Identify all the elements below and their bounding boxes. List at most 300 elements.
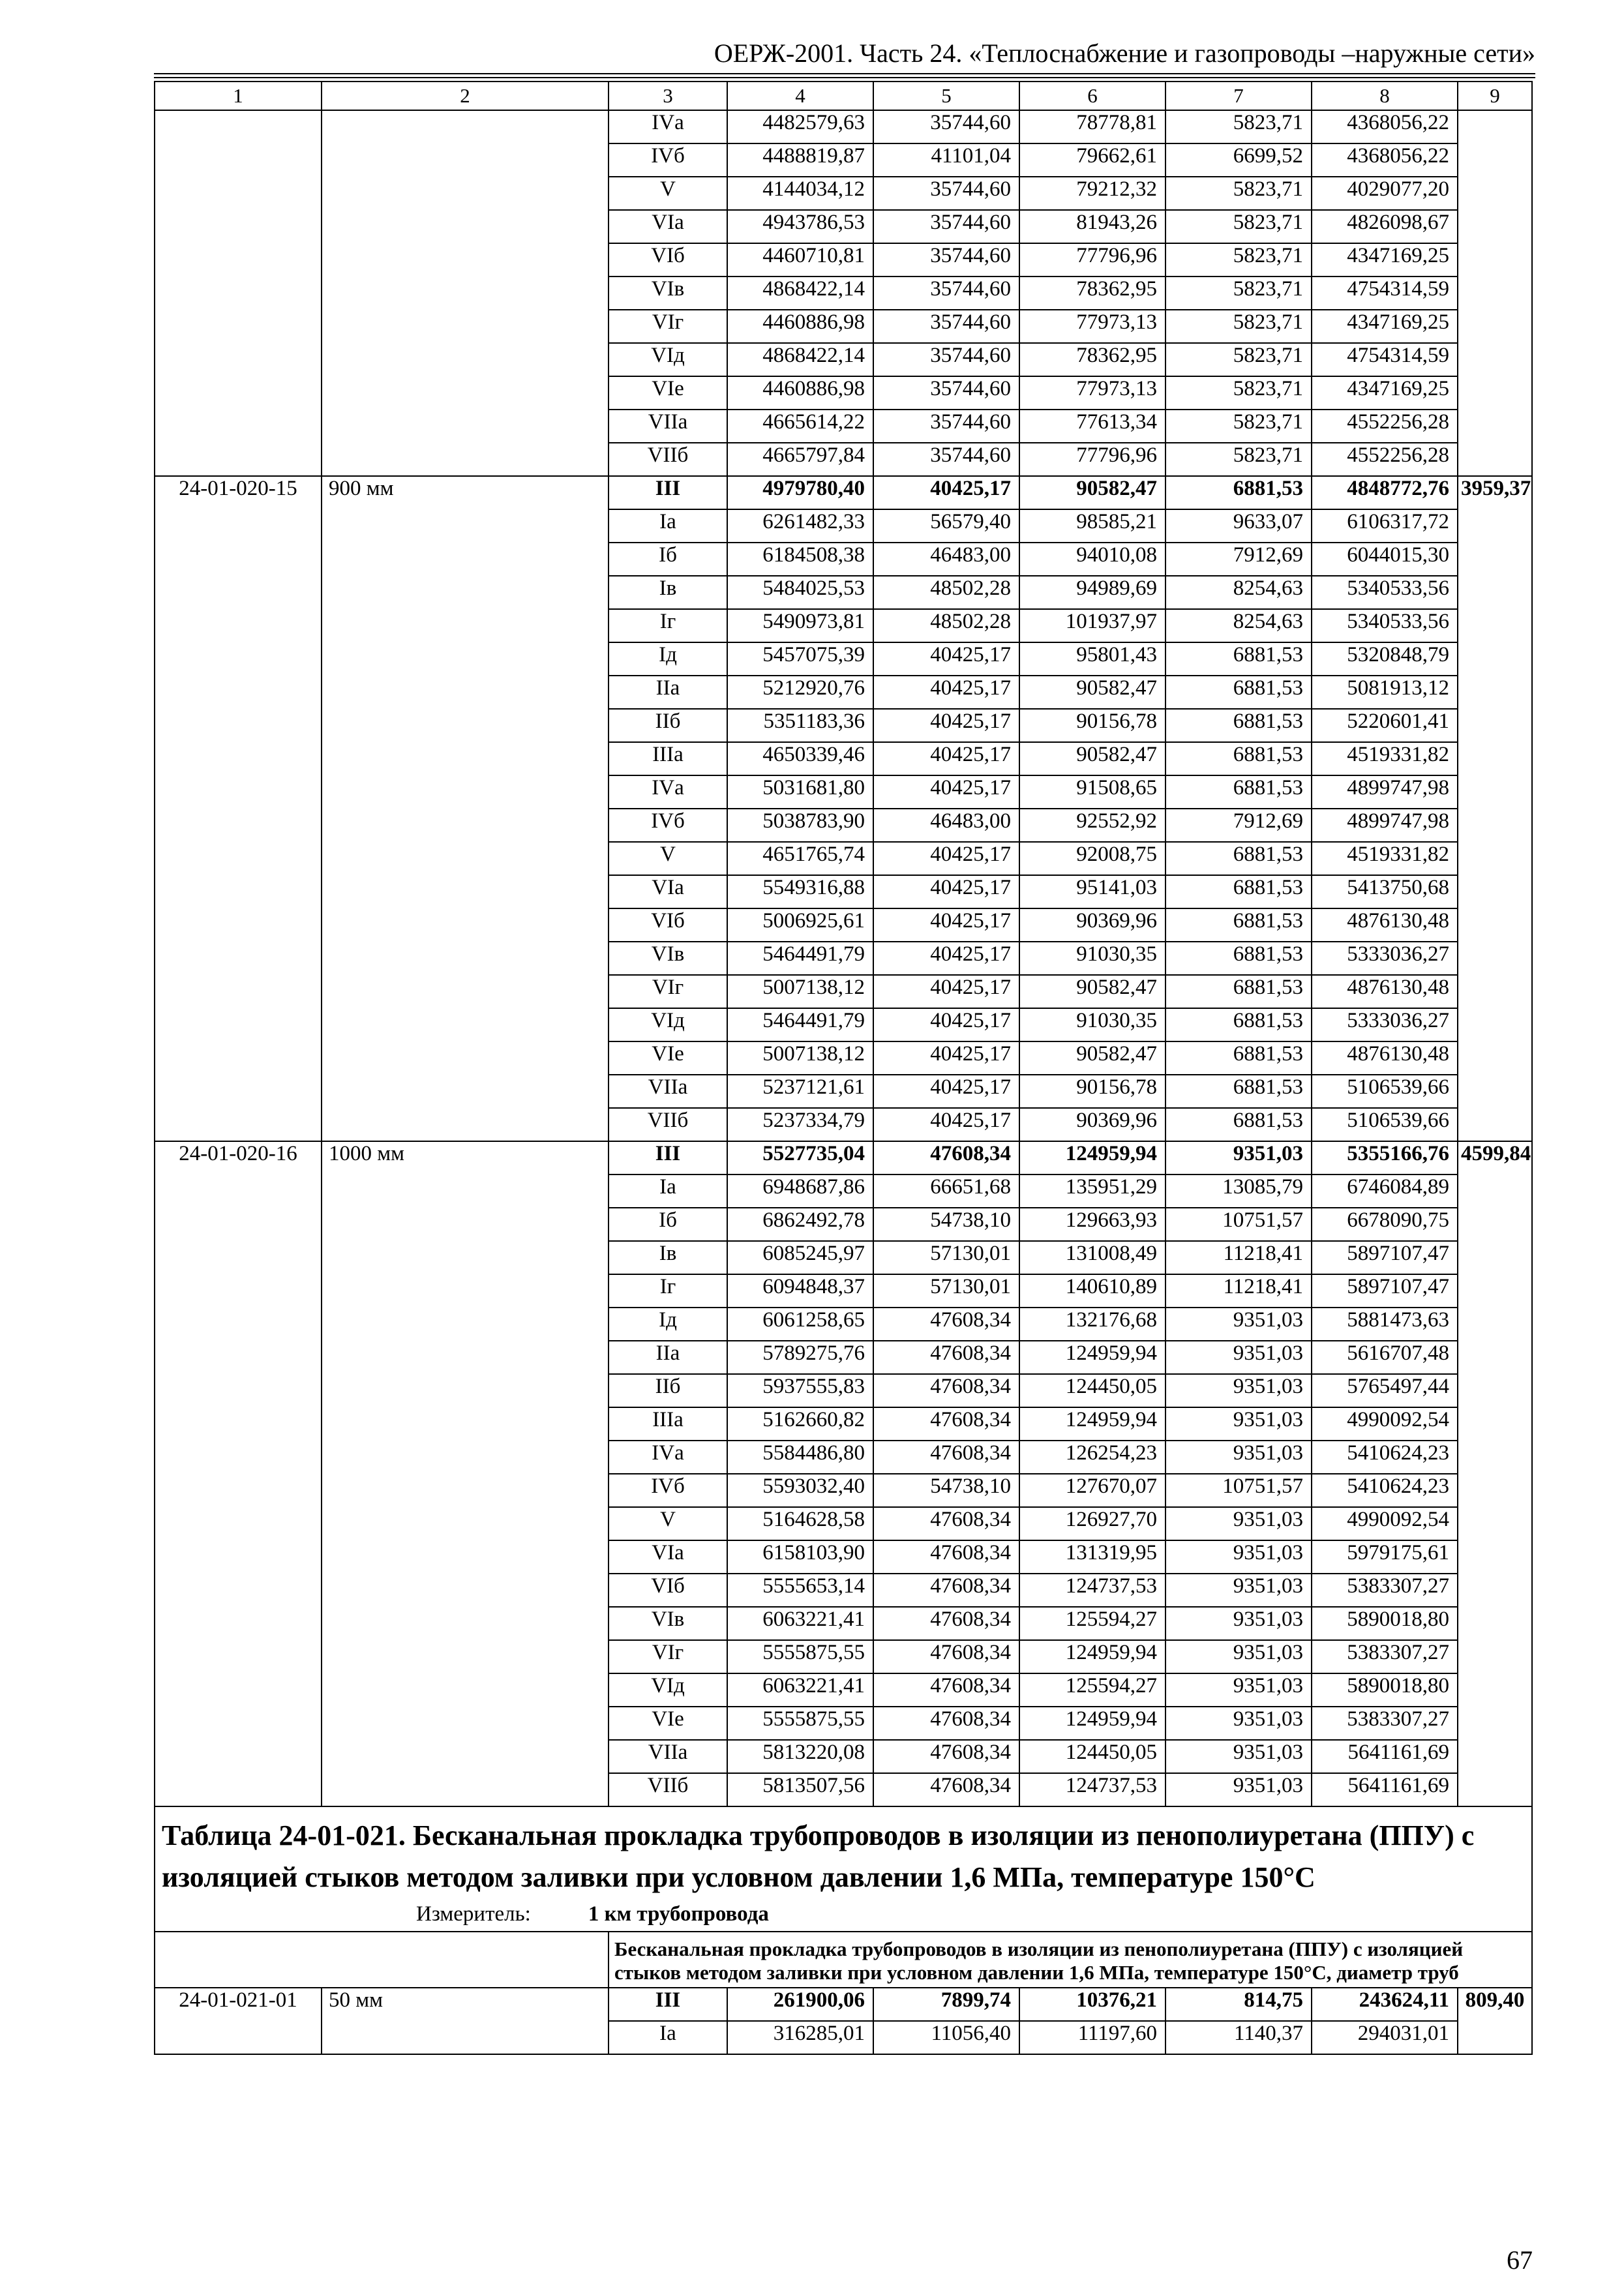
table-cell: 9351,03 [1165, 1441, 1312, 1474]
table-cell: 5555875,55 [727, 1640, 873, 1673]
table-cell: III [609, 476, 727, 509]
table-cell: 4665797,84 [727, 443, 873, 476]
column-header: 3 [609, 82, 727, 110]
table-cell: 5616707,48 [1312, 1341, 1458, 1374]
table-cell: 4599,84 [1458, 1141, 1532, 1806]
table-cell: 10751,57 [1165, 1474, 1312, 1507]
table-cell: 5555653,14 [727, 1574, 873, 1607]
table-cell: 5813507,56 [727, 1773, 873, 1806]
column-header: 7 [1165, 82, 1312, 110]
table-cell: 4943786,53 [727, 210, 873, 243]
column-header: 8 [1312, 82, 1458, 110]
table-cell: 11056,40 [873, 2021, 1019, 2054]
table-cell: 132176,68 [1019, 1308, 1165, 1341]
table-cell: Iв [609, 576, 727, 609]
table-cell: 35744,60 [873, 343, 1019, 376]
table-cell: 140610,89 [1019, 1274, 1165, 1308]
table-cell: 4990092,54 [1312, 1407, 1458, 1441]
table-cell: 5823,71 [1165, 410, 1312, 443]
table-cell: 92008,75 [1019, 842, 1165, 875]
table-cell: 40425,17 [873, 975, 1019, 1008]
table-cell: Iа [609, 509, 727, 543]
table-cell: 92552,92 [1019, 809, 1165, 842]
table-cell: VIв [609, 277, 727, 310]
column-header: 9 [1458, 82, 1532, 110]
table-cell: 5383307,27 [1312, 1707, 1458, 1740]
table-cell: 8254,63 [1165, 576, 1312, 609]
table-cell: 40425,17 [873, 642, 1019, 676]
table-cell: 126927,70 [1019, 1507, 1165, 1540]
table-cell: 5823,71 [1165, 343, 1312, 376]
table-cell: 5237334,79 [727, 1108, 873, 1141]
table-cell: 79662,61 [1019, 143, 1165, 177]
table-cell: 5937555,83 [727, 1374, 873, 1407]
table-cell: 9351,03 [1165, 1374, 1312, 1407]
table-cell: 40425,17 [873, 1108, 1019, 1141]
table-cell: VIд [609, 1008, 727, 1041]
table-cell: Iа [609, 2021, 727, 2054]
header-rule [154, 73, 1535, 74]
table-cell: IIIа [609, 742, 727, 775]
table-cell: V [609, 842, 727, 875]
table-cell: 13085,79 [1165, 1174, 1312, 1208]
table-cell: 5031681,80 [727, 775, 873, 809]
table-cell: 9351,03 [1165, 1673, 1312, 1707]
table-cell: 5333036,27 [1312, 942, 1458, 975]
table-cell: 50 мм [322, 1988, 609, 2054]
table-cell: IIб [609, 709, 727, 742]
column-header: 5 [873, 82, 1019, 110]
table-cell: 126254,23 [1019, 1441, 1165, 1474]
table-cell: 6261482,33 [727, 509, 873, 543]
table-cell: 125594,27 [1019, 1673, 1165, 1707]
table-cell: 35744,60 [873, 376, 1019, 410]
table-cell: 124959,94 [1019, 1341, 1165, 1374]
table-cell: V [609, 177, 727, 210]
table-cell: 90369,96 [1019, 1108, 1165, 1141]
table-cell: Iг [609, 1274, 727, 1308]
table-cell: 4876130,48 [1312, 908, 1458, 942]
table-cell: VIд [609, 343, 727, 376]
table-cell: 91030,35 [1019, 942, 1165, 975]
table-cell: 900 мм [322, 476, 609, 1141]
table-cell: 5890018,80 [1312, 1607, 1458, 1640]
table-cell: 98585,21 [1019, 509, 1165, 543]
table-cell: 6044015,30 [1312, 543, 1458, 576]
table-cell: 4144034,12 [727, 177, 873, 210]
column-header: 2 [322, 82, 609, 110]
table-cell: 9351,03 [1165, 1540, 1312, 1574]
table-cell: 6678090,75 [1312, 1208, 1458, 1241]
table-cell: 47608,34 [873, 1707, 1019, 1740]
table-cell: Iб [609, 1208, 727, 1241]
table-title-row [155, 1806, 1532, 1932]
table-cell: 66651,68 [873, 1174, 1019, 1208]
table-cell: 78362,95 [1019, 343, 1165, 376]
table-cell: 4488819,87 [727, 143, 873, 177]
table-cell: 24-01-020-16 [155, 1141, 322, 1806]
table-title-cell [155, 1806, 1532, 1932]
table-cell: 10751,57 [1165, 1208, 1312, 1241]
table-cell: 9351,03 [1165, 1773, 1312, 1806]
table-cell [322, 110, 609, 476]
table-cell: 57130,01 [873, 1274, 1019, 1308]
table-cell: 6063221,41 [727, 1607, 873, 1640]
table-cell: 46483,00 [873, 809, 1019, 842]
table-cell: 47608,34 [873, 1507, 1019, 1540]
table-cell: 77796,96 [1019, 243, 1165, 277]
table-cell: 5890018,80 [1312, 1673, 1458, 1707]
table-cell: 243624,11 [1312, 1988, 1458, 2021]
table-cell: 5765497,44 [1312, 1374, 1458, 1407]
table-cell: 5823,71 [1165, 177, 1312, 210]
table-cell: 48502,28 [873, 576, 1019, 609]
table-cell: VIв [609, 1607, 727, 1640]
table-cell: 814,75 [1165, 1988, 1312, 2021]
table-cell: 124959,94 [1019, 1407, 1165, 1441]
table-cell: 11197,60 [1019, 2021, 1165, 2054]
table-cell: 4876130,48 [1312, 975, 1458, 1008]
table-cell: 9351,03 [1165, 1407, 1312, 1441]
table-cell: 47608,34 [873, 1740, 1019, 1773]
table-cell: 124737,53 [1019, 1773, 1165, 1806]
table-cell: VIг [609, 975, 727, 1008]
table-cell: 11218,41 [1165, 1241, 1312, 1274]
table-cell: VIб [609, 243, 727, 277]
table-cell: VIе [609, 1041, 727, 1075]
table-cell: 6881,53 [1165, 476, 1312, 509]
table-cell: 9351,03 [1165, 1341, 1312, 1374]
table-cell: 40425,17 [873, 476, 1019, 509]
table-cell: 95141,03 [1019, 875, 1165, 908]
table-cell: IVб [609, 809, 727, 842]
table-cell: Iд [609, 1308, 727, 1341]
table-cell: 5038783,90 [727, 809, 873, 842]
table-cell: 5383307,27 [1312, 1640, 1458, 1673]
table-cell: 4347169,25 [1312, 310, 1458, 343]
table-cell: 47608,34 [873, 1574, 1019, 1607]
header-rule [154, 77, 1535, 78]
table-cell: 5355166,76 [1312, 1141, 1458, 1174]
table-cell: 35744,60 [873, 177, 1019, 210]
table-cell: 46483,00 [873, 543, 1019, 576]
table-cell: 5162660,82 [727, 1407, 873, 1441]
table-cell: IVа [609, 1441, 727, 1474]
table-cell: 5007138,12 [727, 975, 873, 1008]
table-cell: 94989,69 [1019, 576, 1165, 609]
measure-unit [162, 1901, 1525, 1927]
table-cell: 57130,01 [873, 1241, 1019, 1274]
table-cell: 90369,96 [1019, 908, 1165, 942]
table-cell: VIIа [609, 1740, 727, 1773]
table-cell: 90582,47 [1019, 975, 1165, 1008]
table-cell: 5164628,58 [727, 1507, 873, 1540]
table-cell: 127670,07 [1019, 1474, 1165, 1507]
table-cell: 54738,10 [873, 1474, 1019, 1507]
table-cell: 4368056,22 [1312, 143, 1458, 177]
table-cell [155, 110, 322, 476]
table-cell: 77613,34 [1019, 410, 1165, 443]
table-cell: III [609, 1988, 727, 2021]
table-cell: 40425,17 [873, 942, 1019, 975]
table-cell: 47608,34 [873, 1374, 1019, 1407]
table-cell: 40425,17 [873, 842, 1019, 875]
table-cell: Iб [609, 543, 727, 576]
table-cell: 47608,34 [873, 1441, 1019, 1474]
table-cell: 5823,71 [1165, 443, 1312, 476]
table-cell: VIг [609, 310, 727, 343]
table-row [155, 110, 1532, 143]
table-cell: VIе [609, 376, 727, 410]
table-cell: 47608,34 [873, 1640, 1019, 1673]
table-cell: 5641161,69 [1312, 1773, 1458, 1806]
table-cell: 4979780,40 [727, 476, 873, 509]
table-cell: 5457075,39 [727, 642, 873, 676]
table-cell: 6881,53 [1165, 676, 1312, 709]
table-cell: VIд [609, 1673, 727, 1707]
table-cell: 77973,13 [1019, 310, 1165, 343]
table-cell: IVа [609, 110, 727, 143]
table-cell: 4848772,76 [1312, 476, 1458, 509]
table-cell: IVб [609, 1474, 727, 1507]
table-description-row [155, 1932, 1532, 1988]
table-cell: 294031,01 [1312, 2021, 1458, 2054]
table-cell: III [609, 1141, 727, 1174]
table-cell: 4876130,48 [1312, 1041, 1458, 1075]
table-cell: 5549316,88 [727, 875, 873, 908]
table-cell: 56579,40 [873, 509, 1019, 543]
table-cell: V [609, 1507, 727, 1540]
table-cell: 9351,03 [1165, 1507, 1312, 1540]
table-cell: 5464491,79 [727, 1008, 873, 1041]
table-cell: 24-01-020-15 [155, 476, 322, 1141]
column-header: 6 [1019, 82, 1165, 110]
table-cell: 40425,17 [873, 676, 1019, 709]
table-cell: 40425,17 [873, 875, 1019, 908]
page-number: 67 [1507, 2245, 1533, 2275]
table-cell: Iа [609, 1174, 727, 1208]
table-cell: 6746084,89 [1312, 1174, 1458, 1208]
table-cell: 4899747,98 [1312, 775, 1458, 809]
table-cell: 47608,34 [873, 1540, 1019, 1574]
table-cell: 1000 мм [322, 1141, 609, 1806]
table-cell: 5081913,12 [1312, 676, 1458, 709]
table-cell: VIIб [609, 1773, 727, 1806]
table-cell: VIIа [609, 1075, 727, 1108]
table-cell: 261900,06 [727, 1988, 873, 2021]
table-cell: 6061258,65 [727, 1308, 873, 1341]
table-cell: 124450,05 [1019, 1374, 1165, 1407]
table-cell: 35744,60 [873, 443, 1019, 476]
table-cell: 4519331,82 [1312, 742, 1458, 775]
table-cell: 41101,04 [873, 143, 1019, 177]
table-cell: 5320848,79 [1312, 642, 1458, 676]
table-cell: 6881,53 [1165, 1041, 1312, 1075]
table-cell: 5813220,08 [727, 1740, 873, 1773]
table-cell: 5237121,61 [727, 1075, 873, 1108]
table-cell: 5823,71 [1165, 310, 1312, 343]
table-cell: VIIб [609, 443, 727, 476]
table-cell: 9351,03 [1165, 1607, 1312, 1640]
table-cell: 5383307,27 [1312, 1574, 1458, 1607]
table-cell: 6881,53 [1165, 908, 1312, 942]
table-cell: 101937,97 [1019, 609, 1165, 642]
table-cell: 129663,93 [1019, 1208, 1165, 1241]
table-cell: 47608,34 [873, 1773, 1019, 1806]
table-cell: 6948687,86 [727, 1174, 873, 1208]
table-cell: 316285,01 [727, 2021, 873, 2054]
table-cell: 6881,53 [1165, 975, 1312, 1008]
table-cell: 40425,17 [873, 1075, 1019, 1108]
table-cell: VIб [609, 908, 727, 942]
table-cell: 5410624,23 [1312, 1474, 1458, 1507]
table-cell: Iв [609, 1241, 727, 1274]
table-cell: 5641161,69 [1312, 1740, 1458, 1773]
table-cell: 4826098,67 [1312, 210, 1458, 243]
table-cell: 4552256,28 [1312, 410, 1458, 443]
table-cell: 4460710,81 [727, 243, 873, 277]
table-cell: 5555875,55 [727, 1707, 873, 1740]
table-cell: 4482579,63 [727, 110, 873, 143]
table-cell: 5979175,61 [1312, 1540, 1458, 1574]
table-cell: 47608,34 [873, 1407, 1019, 1441]
table-cell: 4029077,20 [1312, 177, 1458, 210]
table-cell: 5897107,47 [1312, 1274, 1458, 1308]
table-cell: 5006925,61 [727, 908, 873, 942]
table-cell: 5823,71 [1165, 243, 1312, 277]
table-cell: 35744,60 [873, 110, 1019, 143]
table-cell: 124959,94 [1019, 1707, 1165, 1740]
table-cell: 5413750,68 [1312, 875, 1458, 908]
table-cell: 5484025,53 [727, 576, 873, 609]
table-cell: 135951,29 [1019, 1174, 1165, 1208]
table-cell: 78778,81 [1019, 110, 1165, 143]
table-cell: 9351,03 [1165, 1308, 1312, 1341]
table-cell: IVб [609, 143, 727, 177]
table-cell: 5351183,36 [727, 709, 873, 742]
table-cell: 3959,37 [1458, 476, 1532, 1141]
table-cell: 47608,34 [873, 1673, 1019, 1707]
table-cell: 124959,94 [1019, 1141, 1165, 1174]
table-cell: 35744,60 [873, 277, 1019, 310]
table-cell: IIа [609, 1341, 727, 1374]
table-cell: 4990092,54 [1312, 1507, 1458, 1540]
table-cell: 5220601,41 [1312, 709, 1458, 742]
table-cell: 6881,53 [1165, 842, 1312, 875]
table-cell: 47608,34 [873, 1607, 1019, 1640]
table-cell: 7899,74 [873, 1988, 1019, 2021]
table-cell: 4347169,25 [1312, 243, 1458, 277]
table-cell: 35744,60 [873, 410, 1019, 443]
table-cell: 9633,07 [1165, 509, 1312, 543]
table-cell: 5881473,63 [1312, 1308, 1458, 1341]
table-cell: 4460886,98 [727, 376, 873, 410]
table-cell: 90582,47 [1019, 676, 1165, 709]
table-cell: 4347169,25 [1312, 376, 1458, 410]
table-cell: 5823,71 [1165, 110, 1312, 143]
table-cell: 4899747,98 [1312, 809, 1458, 842]
table-cell: 40425,17 [873, 908, 1019, 942]
table-cell: 7912,69 [1165, 809, 1312, 842]
table-cell: Iг [609, 609, 727, 642]
column-header: 4 [727, 82, 873, 110]
table-cell: 4552256,28 [1312, 443, 1458, 476]
table-cell: 6063221,41 [727, 1673, 873, 1707]
table-cell: 90582,47 [1019, 476, 1165, 509]
table-cell: 9351,03 [1165, 1141, 1312, 1174]
table-cell: 131008,49 [1019, 1241, 1165, 1274]
table-cell: 81943,26 [1019, 210, 1165, 243]
column-header: 1 [155, 82, 322, 110]
table-cell: 5527735,04 [727, 1141, 873, 1174]
table-cell: 10376,21 [1019, 1988, 1165, 2021]
table-cell: 4868422,14 [727, 277, 873, 310]
table-cell: VIа [609, 875, 727, 908]
table-title: Таблица 24-01-021. Бесканальная прокладка трубопроводов в изоляции из пенополиуретана (ППУ) с изоляцией стыков методом заливки при условном давлении 1,6 МПа, температуре 150°С [162, 1819, 1475, 1893]
table-cell: 90582,47 [1019, 742, 1165, 775]
table-cell: 5593032,40 [727, 1474, 873, 1507]
table-cell: 6881,53 [1165, 942, 1312, 975]
table-row [155, 1141, 1532, 1174]
table-cell: VIа [609, 210, 727, 243]
table-description: Бесканальная прокладка трубопроводов в изоляции из пенополиуретана (ППУ) с изоляцией стыков методом заливки при условном давлении 1,6 МПа, температуре 150°С, диаметр труб [609, 1932, 1532, 1988]
table-cell: 40425,17 [873, 1008, 1019, 1041]
table-cell: 5007138,12 [727, 1041, 873, 1075]
table-cell: 5897107,47 [1312, 1241, 1458, 1274]
table-cell: VIIб [609, 1108, 727, 1141]
table-cell: 6881,53 [1165, 1008, 1312, 1041]
table-cell: VIг [609, 1640, 727, 1673]
table-cell: 40425,17 [873, 709, 1019, 742]
page-header: ОЕРЖ-2001. Часть 24. «Теплоснабжение и газопроводы –наружные сети» [714, 38, 1535, 68]
table-cell: 6881,53 [1165, 775, 1312, 809]
table-cell: 6094848,37 [727, 1274, 873, 1308]
table-cell: 9351,03 [1165, 1574, 1312, 1607]
table-cell: 35744,60 [873, 210, 1019, 243]
table-cell: IIа [609, 676, 727, 709]
table-cell: 4519331,82 [1312, 842, 1458, 875]
table-cell: IIIа [609, 1407, 727, 1441]
table-cell: VIа [609, 1540, 727, 1574]
table-cell: 91030,35 [1019, 1008, 1165, 1041]
table-cell: 4754314,59 [1312, 343, 1458, 376]
table-row [155, 476, 1532, 509]
table-cell: 809,40 [1458, 1988, 1532, 2054]
table-cell: 6881,53 [1165, 875, 1312, 908]
table-cell: 6106317,72 [1312, 509, 1458, 543]
table-cell: 90582,47 [1019, 1041, 1165, 1075]
table-cell: 5410624,23 [1312, 1441, 1458, 1474]
table-cell: 6881,53 [1165, 1108, 1312, 1141]
table-cell: 9351,03 [1165, 1707, 1312, 1740]
table-cell: 125594,27 [1019, 1607, 1165, 1640]
table-cell: 131319,95 [1019, 1540, 1165, 1574]
table-cell: 5212920,76 [727, 676, 873, 709]
table-cell: 48502,28 [873, 609, 1019, 642]
table-cell: IIб [609, 1374, 727, 1407]
table-cell: 35744,60 [873, 243, 1019, 277]
table-cell: IVа [609, 775, 727, 809]
table-cell: 9351,03 [1165, 1740, 1312, 1773]
table-cell: 5823,71 [1165, 376, 1312, 410]
table-cell: 124737,53 [1019, 1574, 1165, 1607]
table-cell: 4754314,59 [1312, 277, 1458, 310]
measure-unit-label: Измеритель: [416, 1902, 531, 1926]
table-cell: 47608,34 [873, 1141, 1019, 1174]
table-cell: 6862492,78 [727, 1208, 873, 1241]
table-cell: 47608,34 [873, 1308, 1019, 1341]
table-cell: 124450,05 [1019, 1740, 1165, 1773]
